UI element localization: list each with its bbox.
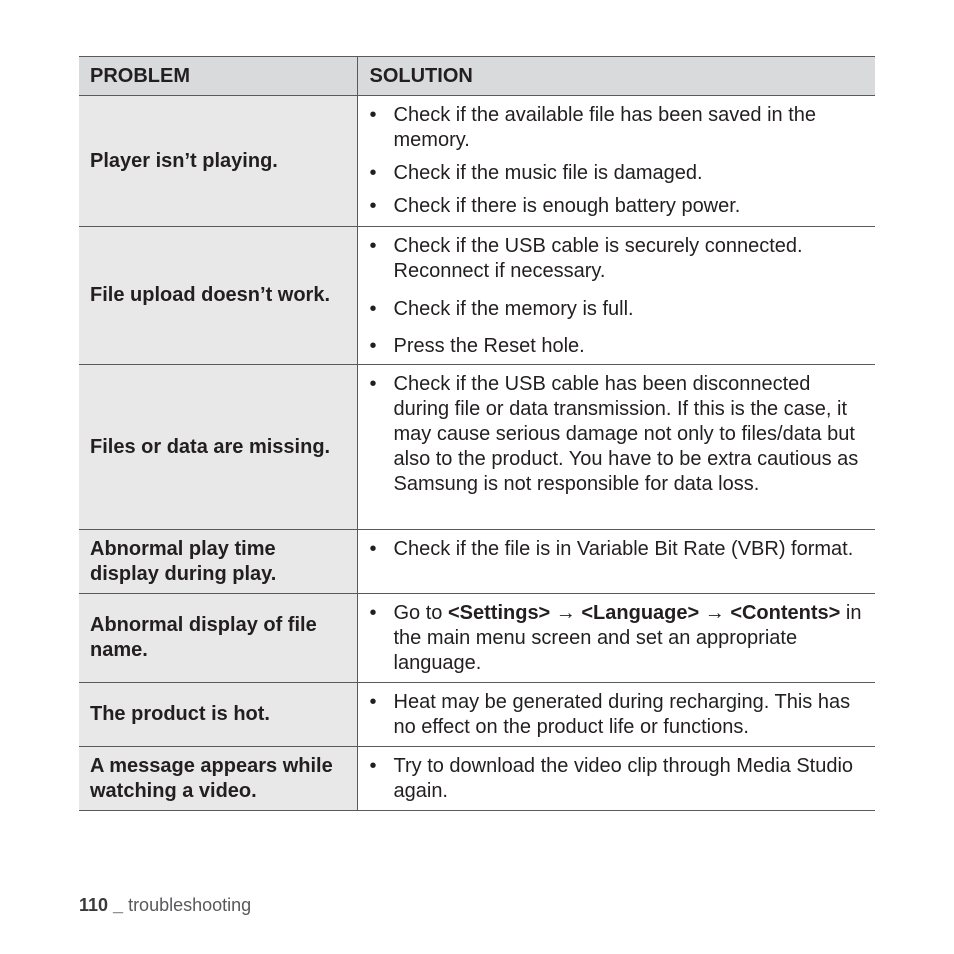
solution-text: Check if the USB cable is securely connected. Reconnect if necessary. xyxy=(393,235,803,282)
problem-cell: File upload doesn’t work. xyxy=(79,227,357,365)
table-row xyxy=(79,96,875,227)
solution-text: Check if the music file is damaged. xyxy=(393,162,703,184)
solution-text: Try to download the video clip through Media Studio again. xyxy=(393,755,854,802)
solution-bullet-item xyxy=(370,194,868,219)
table-row xyxy=(79,227,875,365)
section-name: troubleshooting xyxy=(128,895,252,915)
page-number: 110 xyxy=(79,895,109,915)
solution-bullet-item xyxy=(370,161,868,186)
solution-cell xyxy=(357,96,875,227)
solution-cell xyxy=(357,227,875,365)
bullet-icon: • xyxy=(369,373,377,395)
solution-bullet-item xyxy=(370,103,868,153)
solution-text: Check if the file is in Variable Bit Rate (VBR) format. xyxy=(393,538,854,560)
solution-cell xyxy=(357,530,875,594)
solution-bullet-item xyxy=(370,537,868,562)
solution-bullet-item xyxy=(370,334,868,359)
problem-cell: A message appears while watching a video. xyxy=(79,747,357,811)
bullet-icon: • xyxy=(369,691,377,713)
bullet-icon: • xyxy=(369,538,377,560)
table-header-row xyxy=(79,57,875,96)
solution-column-header: SOLUTION xyxy=(357,57,875,96)
table-row xyxy=(79,365,875,530)
table-row xyxy=(79,683,875,747)
arrow-icon: → xyxy=(699,602,731,624)
arrow-icon: → xyxy=(550,602,582,624)
solution-bullet-item xyxy=(370,690,868,740)
solution-bullet-item xyxy=(370,297,868,322)
bullet-icon: • xyxy=(369,602,377,624)
solution-bullet-item xyxy=(370,601,868,676)
solution-cell xyxy=(357,365,875,530)
table-row xyxy=(79,747,875,811)
solution-bullet-item xyxy=(370,372,868,497)
solution-bullet-item xyxy=(370,234,868,284)
solution-cell xyxy=(357,747,875,811)
bullet-icon: • xyxy=(369,104,377,126)
solution-text: Heat may be generated during recharging. This has no effect on the product life or functions. xyxy=(393,691,851,738)
bullet-icon: • xyxy=(369,298,377,320)
solution-text: Check if the available file has been saved in the memory. xyxy=(393,104,816,151)
solution-text: Check if the memory is full. xyxy=(393,298,634,320)
solution-text: Check if the USB cable has been disconnected during file or data transmission. If this is the case, it may cause serious damage not only to files/data but also to the product. You have to be extra cautious as Samsung is not responsible for data loss. xyxy=(393,373,859,495)
bullet-icon: • xyxy=(369,235,377,257)
problem-column-header: PROBLEM xyxy=(79,57,357,96)
instruction-rest-text: in the main menu screen and set an appropriate language. xyxy=(393,602,862,674)
table-row xyxy=(79,594,875,683)
solution-text: Press the Reset hole. xyxy=(393,335,585,357)
contents-menu-name: <Contents> xyxy=(730,602,841,624)
solution-text: Check if there is enough battery power. xyxy=(393,195,741,217)
bullet-icon: • xyxy=(369,162,377,184)
problem-cell: Files or data are missing. xyxy=(79,365,357,530)
solution-cell xyxy=(357,594,875,683)
solution-bullet-item xyxy=(370,754,868,804)
table-row xyxy=(79,530,875,594)
troubleshooting-table xyxy=(79,56,875,811)
problem-cell: Abnormal display of file name. xyxy=(79,594,357,683)
settings-menu-name: <Settings> xyxy=(447,602,551,624)
problem-cell: The product is hot. xyxy=(79,683,357,747)
problem-cell: Abnormal play time display during play. xyxy=(79,530,357,594)
page-footer xyxy=(79,895,251,916)
footer-separator: _ xyxy=(108,895,129,915)
bullet-icon: • xyxy=(369,195,377,217)
go-to-text: Go to xyxy=(393,602,448,624)
language-menu-name: <Language> xyxy=(581,602,700,624)
bullet-icon: • xyxy=(369,755,377,777)
bullet-icon: • xyxy=(369,335,377,357)
problem-cell: Player isn’t playing. xyxy=(79,96,357,227)
solution-text xyxy=(394,601,868,676)
solution-cell xyxy=(357,683,875,747)
